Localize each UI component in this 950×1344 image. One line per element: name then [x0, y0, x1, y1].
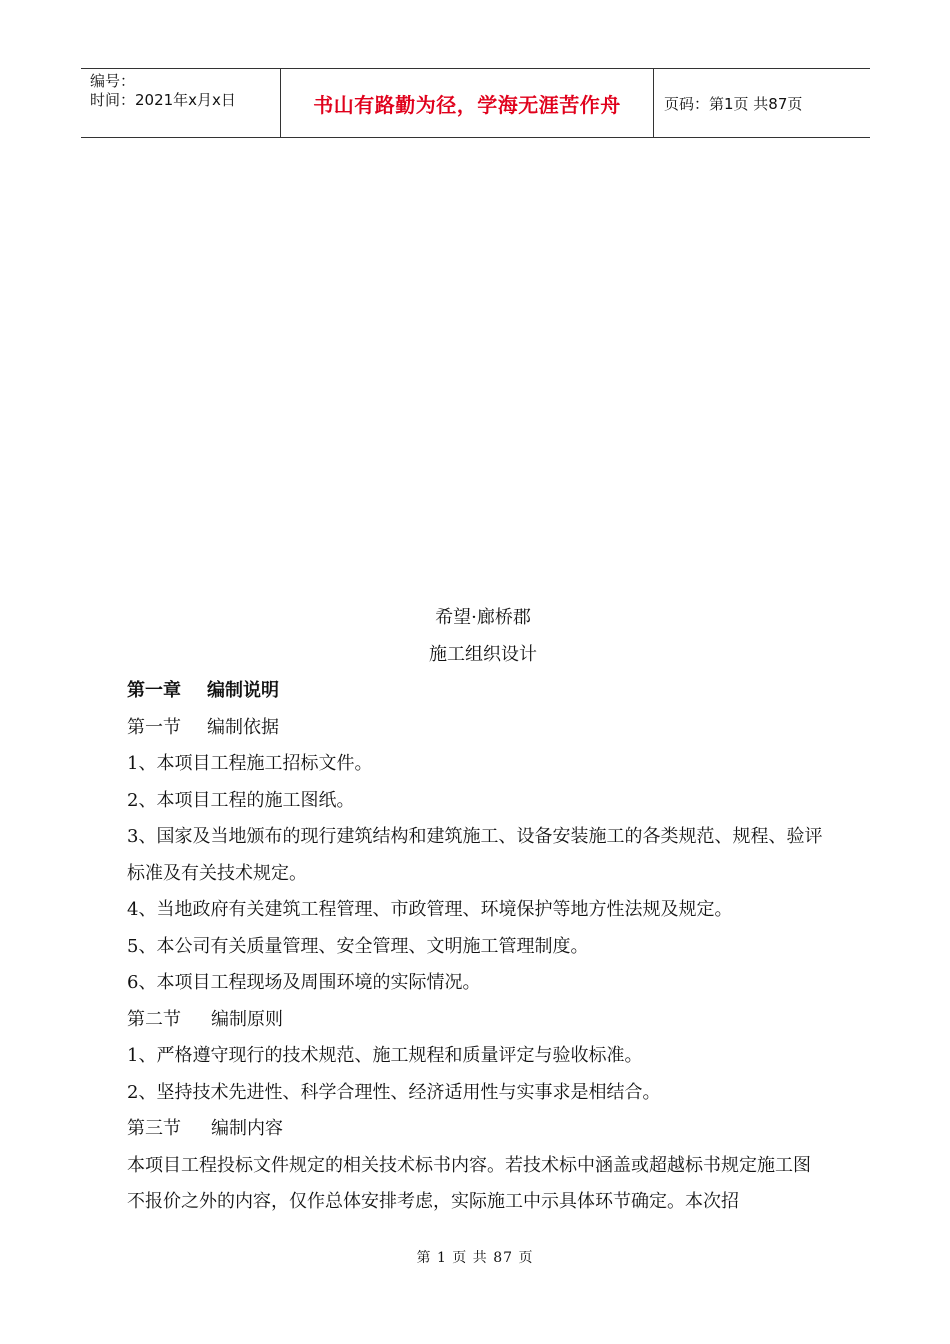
document-subtitle: 施工组织设计	[429, 643, 537, 665]
principle-item-2: 2、坚持技术先进性、科学合理性、经济适用性与实事求是相结合。	[127, 1081, 661, 1103]
basis-item-2: 2、本项目工程的施工图纸。	[127, 789, 355, 811]
content-paragraph: 本项目工程投标文件规定的相关技术标书内容。若技术标中涵盖或超越标书规定施工图不报价之外的内容，仅作总体安排考虑，实际施工中示具体环节确定。本次招	[127, 1154, 811, 1212]
section-number: 第二节	[127, 1008, 181, 1030]
principle-item-1: 1、严格遵守现行的技术规范、施工规程和质量评定与验收标准。	[127, 1045, 643, 1066]
basis-item-3: 3、国家及当地颁布的现行建筑结构和建筑施工、设备安装施工的各类规范、规程、验评标准及有关技术规定。	[127, 826, 823, 884]
header-page-label: 页码：第1页 共87页	[664, 94, 803, 113]
section-number: 第三节	[127, 1118, 181, 1139]
basis-item-4: 4、当地政府有关建筑工程管理、市政管理、环境保护等地方性法规及规定。	[127, 899, 733, 920]
section-name: 编制内容	[211, 1118, 283, 1139]
section-name: 编制依据	[207, 716, 279, 738]
section-heading-2	[127, 1002, 839, 1039]
document-body	[127, 600, 839, 1221]
document-title: 希望·廊桥郡	[435, 607, 531, 628]
header-meta	[81, 69, 281, 137]
time-label: 时间：2021年x月x日	[90, 91, 236, 109]
basis-item-6: 6、本项目工程现场及周围环境的实际情况。	[127, 972, 481, 993]
number-label: 编号：	[90, 72, 136, 90]
basis-item-1: 1、本项目工程施工招标文件。	[127, 753, 373, 774]
chapter-name: 编制说明	[207, 680, 279, 701]
section-heading-1	[127, 710, 839, 747]
page-header	[81, 68, 870, 138]
chapter-number: 第一章	[127, 680, 181, 701]
basis-item-5: 5、本公司有关质量管理、安全管理、文明施工管理制度。	[127, 935, 589, 957]
section-heading-3	[127, 1111, 839, 1148]
section-name: 编制原则	[211, 1008, 283, 1030]
section-number: 第一节	[127, 716, 181, 738]
chapter-heading	[127, 673, 839, 710]
header-motto: 书山有路勤为径，学海无涯苦作舟	[281, 69, 654, 137]
page-footer: 第 1 页 共 87 页	[416, 1250, 534, 1266]
